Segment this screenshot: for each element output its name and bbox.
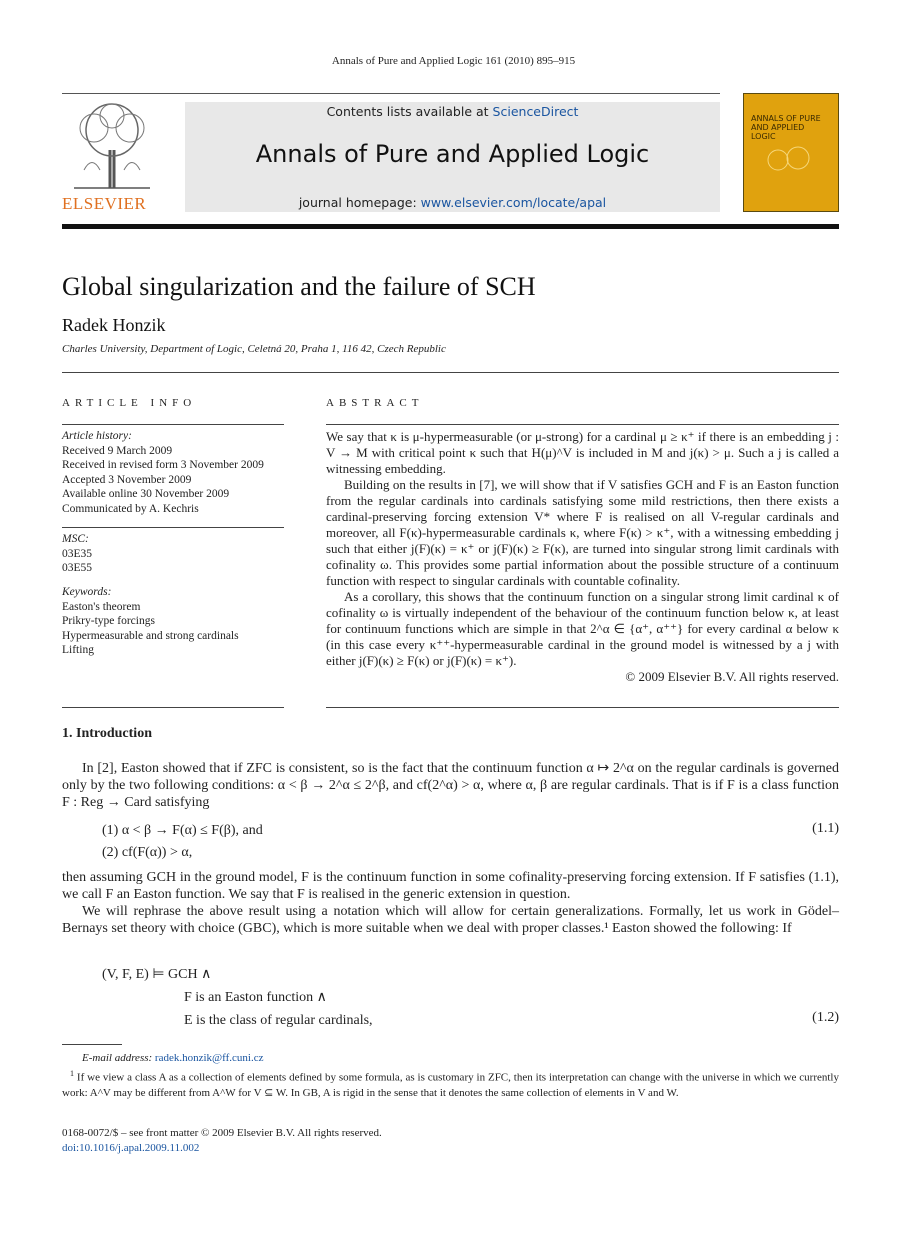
keyword: Lifting <box>62 644 94 656</box>
journal-cover-image <box>743 93 839 212</box>
equation-line: E is the class of regular cardinals, <box>184 1013 373 1028</box>
header-thick-rule <box>62 224 839 229</box>
msc-code: 03E35 <box>62 547 93 560</box>
equation-1-2 <box>102 963 373 1032</box>
section-heading: 1. Introduction <box>62 726 152 741</box>
keyword: Hypermeasurable and strong cardinals <box>62 629 239 642</box>
doi-link[interactable]: doi:10.1016/j.apal.2009.11.002 <box>62 1142 200 1154</box>
history-label: Article history: <box>62 430 132 442</box>
keywords-label: Keywords: <box>62 586 112 598</box>
history-item: Communicated by A. Kechris <box>62 502 199 515</box>
abstract-bottom-rule <box>326 707 839 708</box>
article-history <box>62 429 284 516</box>
keywords-block <box>62 585 284 658</box>
history-rule <box>62 527 284 528</box>
sciencedirect-link[interactable]: ScienceDirect <box>492 104 579 119</box>
homepage-link[interactable]: www.elsevier.com/locate/apal <box>420 195 607 210</box>
article-info-bottom-rule <box>62 707 284 708</box>
header-top-rule <box>62 93 720 94</box>
paper-title: Global singularization and the failure of SCH <box>62 272 536 301</box>
history-item: Received 9 March 2009 <box>62 444 173 457</box>
equation-number: (1.1) <box>812 821 839 836</box>
issn-line: 0168-0072/$ – see front matter © 2009 Elsevier B.V. All rights reserved. <box>62 1127 382 1139</box>
abstract-paragraph: Building on the results in [7], we will show that if V satisfies GCH and F is an Easton function from the regular cardinals into cardinals satisfying some mild restrictions, then there exists a cardinal-preserving forcing extension V* where F is realised on all V-regular cardinals and moreover, all F(κ)-hypermeasurable cardinals κ, where F(κ) > κ⁺, with a witnessing embedding j such that either j(F)(κ) = κ⁺ or j(F)(κ) ≥ F(κ), are turned into singular strong limit cardinals with cofinality ω. This provides some partial information about the possible structure of a continuum function with respect to singular cardinals with countable cofinality. <box>326 477 839 588</box>
article-info-heading: ARTICLE INFO <box>62 397 197 409</box>
intro-paragraph-2 <box>62 869 839 937</box>
abstract-paragraph: We say that κ is μ-hypermeasurable (or μ-strong) for a cardinal μ ≥ κ⁺ if there is an embedding j : V → M with critical point κ such that H(μ)^V is included in M and j(κ) > μ. Such a j is called a witnessing embedding. <box>326 429 839 476</box>
author-affiliation: Charles University, Department of Logic, Celetná 20, Praha 1, 116 42, Czech Republic <box>62 343 446 355</box>
keyword: Easton's theorem <box>62 600 141 613</box>
abstract-copyright: © 2009 Elsevier B.V. All rights reserved. <box>625 669 839 684</box>
footnote-text: If we view a class A as a collection of elements defined by some formula, as is customary in ZFC, then its interpretation can change with the universe in which we currently work: A^V may be different from A^W for V ⊆ W. In GB, A is rigid in the sense that it denotes the same collection of elements in V and W. <box>62 1071 839 1099</box>
equation-number: (1.2) <box>812 1010 839 1025</box>
history-item: Accepted 3 November 2009 <box>62 473 192 486</box>
keyword: Prikry-type forcings <box>62 615 155 627</box>
journal-homepage <box>185 195 720 210</box>
history-item: Received in revised form 3 November 2009 <box>62 459 264 471</box>
email-footnote <box>62 1051 839 1066</box>
abstract-rule <box>326 424 839 425</box>
intro-paragraph: then assuming GCH in the ground model, F is the continuum function in some cofinality-preserving forcing extension. If F satisfies (1.1), we call F an Easton function. We say that F is realised in the generic extension in question. <box>62 870 839 902</box>
msc-code: 03E55 <box>62 562 93 574</box>
journal-title: Annals of Pure and Applied Logic <box>255 140 650 168</box>
abstract-heading: ABSTRACT <box>326 397 424 409</box>
cover-title: ANNALS OF PURE AND APPLIED LOGIC <box>751 114 821 141</box>
elsevier-wordmark: ELSEVIER <box>62 194 147 213</box>
article-info-rule <box>62 424 284 425</box>
elsevier-tree-logo <box>64 100 160 192</box>
cover-decoration-icon <box>764 142 814 178</box>
equation-line: F is an Easton function ∧ <box>184 990 327 1005</box>
msc-label: MSC: <box>62 533 89 545</box>
footnote-mark: 1 <box>70 1069 74 1078</box>
author-name: Radek Honzik <box>62 315 166 335</box>
equation-1-1 <box>102 820 263 864</box>
intro-paragraph: In [2], Easton showed that if ZFC is consistent, so is the fact that the continuum function α ↦ 2^α on the regular cardinals is governed only by the two following conditions: α < β → 2^α ≤ 2^β, and cf(2^α) > α, where α, β are regular cardinals. That is if F is a class function F : Reg → Card satisfying <box>62 761 839 810</box>
equation-line: (V, F, E) ⊨ GCH ∧ <box>102 967 212 982</box>
history-item: Available online 30 November 2009 <box>62 488 230 500</box>
title-separator <box>62 372 839 373</box>
email-link[interactable]: radek.honzik@ff.cuni.cz <box>154 1052 264 1064</box>
equation-line: (2) cf(F(α)) > α, <box>102 845 193 860</box>
intro-paragraph: We will rephrase the above result using a notation which will allow for certain generalizations. Formally, let us work in Gödel–Bernays set theory with choice (GBC), which is more suitable when we deal with proper classes.¹ Easton showed the following: If <box>62 904 839 936</box>
footnote-rule <box>62 1044 122 1045</box>
email-label: E-mail address: <box>82 1052 155 1064</box>
homepage-prefix: journal homepage: <box>298 195 421 210</box>
msc-block <box>62 532 284 576</box>
contents-line <box>185 104 720 119</box>
running-header: Annals of Pure and Applied Logic 161 (2010) 895–915 <box>331 55 576 67</box>
abstract-body <box>326 429 839 685</box>
equation-line: (1) α < β → F(α) ≤ F(β), and <box>102 823 263 838</box>
contents-prefix: Contents lists available at <box>326 104 493 119</box>
abstract-paragraph: As a corollary, this shows that the continuum function on a singular strong limit cardinal κ of cofinality ω is virtually independent of the behaviour of the continuum function below κ, at least for continuum functions which are simple in that 2^α ∈ {α⁺, α⁺⁺} for every cardinal α below κ (in this case every κ⁺⁺-hypermeasurable cardinal in the ground model is witnessed by a j with either j(F)(κ) ≥ F(κ) or j(F)(κ) = κ⁺). <box>326 589 839 668</box>
intro-paragraph-1 <box>62 760 839 811</box>
footnote-1 <box>62 1066 839 1101</box>
